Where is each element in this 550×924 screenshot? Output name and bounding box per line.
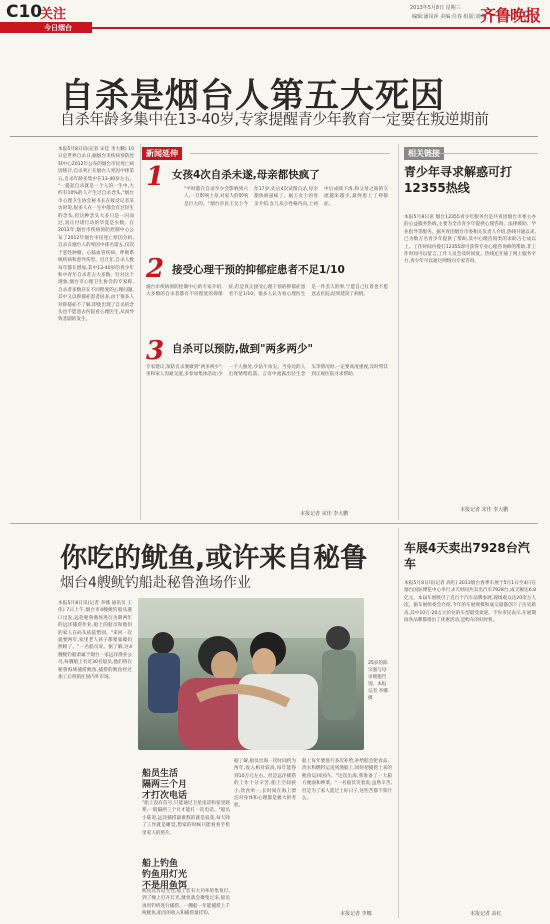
story1-headline: 自杀是烟台人第五大死因: [60, 76, 445, 116]
sidebar2-byline: 本报记者 高红: [470, 911, 502, 917]
sidebar1-headline: 青少年寻求解惑可打12355热线: [404, 165, 513, 195]
sub-section-bar: [0, 22, 92, 33]
sidebar1-label: 相关链接: [404, 147, 444, 160]
editors-line: 编辑:潘凤萍 美编:任春 组版:刘燕: [412, 14, 486, 20]
sub-section-label: 今日烟台: [44, 24, 72, 32]
date-line: 2013年5月8日 星期三: [410, 5, 461, 11]
story2-col1: 本报5月8日讯(记者 李娜 通讯员 王伟) 7日上午,烟台市4艘鱿钓船从港口出发,远赴秘鲁渔场进行为期两年的远洋捕捞作业,船上的船员和他们的家人在码头依依惜别。"来回一次就要两年,家里老人孩子都要靠媳妇照顾了。"一名船员说。据了解,这4艘鱿钓船隶属于烟台一家远洋渔业公司,每艘船上有近30名船员,他们将在秘鲁海域捕捞鱿鱼,捕捞的鱿鱼经过加工后将销往国内外市场。: [58, 601, 132, 681]
farewell-photo: [138, 598, 364, 750]
subhead-2: 接受心理干预的抑郁症患者不足1/10: [172, 264, 345, 276]
small-title-fishing: [142, 848, 230, 892]
red-top-line: [92, 27, 550, 29]
small-title-crew-life: [142, 758, 230, 802]
subhead-number-3: 3: [146, 336, 165, 366]
story1-col1: [58, 146, 134, 518]
story2-col-right: 船上每年要进行多次补给,补给船会把食品、淡水和燃料运送到渔船上,同时把捕捞上来的鱿鱼运回国内。"这次出海,我准备了一大箱方便面和榨菜。"一名船员笑着说,虽然辛苦,但是为了家人能过上好日子,这些苦都不算什么。: [302, 759, 392, 802]
sub3-signature: 本报记者 宋佳 李大鹏: [300, 511, 349, 517]
story2-deck: 烟台4艘鱿钓船赴秘鲁渔场作业: [60, 575, 251, 591]
photo-caption: 25岁的陈宗强与母亲拥抱告别。本报记者 李娜 摄: [368, 661, 388, 701]
sidebar1-byline: 本报记者 宋佳 李大鹏: [460, 507, 509, 513]
story1-byline: 本报5月8日讯(记者 宋佳 李大鹏) 10日是世界自杀日,据烟台市疾病预防控制中心2012年公布的烟台市民死亡病因统计,自杀死亡在烟台人死因中排第五,自杀年龄多集中在13-40岁左右。: [58, 147, 134, 182]
subhead-number-2: 2: [146, 254, 165, 284]
story2-headline: 你吃的鱿鱼,或许来自秘鲁: [60, 543, 368, 574]
divider: [190, 153, 390, 154]
divider: [398, 144, 399, 520]
small-title-1-text: 船员生活 隔两三个月 才打次电话: [142, 769, 188, 801]
story1-body1: "一提起自杀就是一个人的一生中,大约有10%的人产生过自杀念头,"烟台市心理卫生协会秘书长在接受记者采访时说,很多人在一生中都会有过轻生的念头,但这种念头大多只是一闪而过,真正付诸行动的毕竟是少数。在2012年,烟台市疾病预防控制中心公布了2012年烟台市民死亡原因分析,自杀在烟台人的死因中排名第五,仅次于恶性肿瘤、心脑血管疾病、呼吸系统疾病和意外伤害。近几年,自杀人数每年都在增加,其中13-40岁的青少年和中青年自杀者占大多数。针对这个现象,烟台市心理卫生协会的专家称,自杀者多数存在不同程度的心理问题,其中又以抑郁症患者居多,由于很多人对抑郁症不了解,即使出现了自杀的念头也不愿意去医院看心理医生,从而导致悲剧的发生。: [58, 184, 134, 323]
story1-deck: 自杀年龄多集中在13-40岁,专家提醒青少年教育一定要在叛逆期前: [60, 110, 489, 128]
small-body-fishing: 鱿鱼具有趋光性,船上装有大功率的集鱼灯,到了晚上打开灯光,鱿鱼就会聚集过来,船员再用钓机进行捕捞。一艘船一年能捕捞上千吨鱿鱼,船员的收入和捕捞量挂钩。: [142, 889, 230, 917]
brand-logo: 齐鲁晚报: [480, 6, 541, 25]
small-title-2-text: 船上钓鱼 钓鱼用灯光 不是用鱼饵: [142, 859, 188, 891]
sidebar1-body: 本报5月8日讯 烟台12355青少年服务台是共青团烟台市委主办的公益服务热线,主要为全市青少年提供心理咨询、法律援助、学业指导等服务。据共青团烟台市委相关负责人介绍,热线开通以来,已为数万名青少年提供了帮助,其中心理咨询类的求助占七成以上。工作时间内拨打12355即可获得专业心理咨询师的帮助,非工作时间可以留言,工作人员会及时回复。热线还开通了网上服务平台,青少年可以通过网络向专家咨询。: [404, 215, 536, 265]
story2-byline: 本报记者 李娜: [340, 911, 372, 917]
section-title: 关注: [40, 7, 67, 22]
masthead: [0, 0, 550, 34]
divider: [398, 528, 399, 918]
subhead-number-1: 1: [146, 162, 165, 192]
sub2-body: 烟台市疾病预防控制中心的专家介绍,大多数的自杀者都有不同程度的抑郁症,但是真正接受心理干预的抑郁症患者不足1/10。很多人认为看心理医生是一件丢人的事,宁愿自己扛着也不愿意去医院,结果延误了病情。: [146, 285, 388, 298]
subhead-3: 自杀可以预防,做到"两多两少": [172, 343, 313, 355]
page-code: C10: [6, 2, 43, 22]
small-body-crew-life: "船上没有信号,只能通过卫星电话和家里联系,一般隔两三个月才能打一次电话。"船员小陈说,远洋捕捞最难熬的就是寂寞,每天除了工作就是睡觉,想家的时候只能看看手机里家人的照片。: [142, 801, 230, 836]
divider: [440, 153, 538, 154]
divider: [10, 136, 538, 137]
sub3-body: 专家建议,预防自杀要做到"两多两少":多和家人沟通交流,多参加集体活动;少一个人独处,少钻牛角尖。当身边的人出现情绪低落、言语中流露出轻生念头等情况时,一定要高度重视,及时带其到正规医院寻求帮助。: [146, 365, 388, 378]
divider: [10, 523, 538, 524]
subhead-1: 女孩4次自杀未遂,母亲都快疯了: [172, 169, 320, 181]
sidebar2-body: 本报5月8日讯(记者 高红) 2013烟台春季车展于5月1日至4日在烟台国际博览中心举行,4天时间共卖出汽车7928台,成交额达6.8亿元。本届车展吸引了近百个汽车品牌参展,现场观众达20余万人次。据车展组委会介绍,今年的车展规模和成交量都创下了历史新高,其中10万-20万元价位的车型最受欢迎。不少市民表示,车展期间各品牌都推出了优惠活动,是购车的好时机。: [404, 581, 536, 624]
sub1-body: "平时都在自杀至少会影响到六人,一旦影响上身,对家人的影响是巨大的。"烟台市民王女士今年17岁,先后4次试图自杀,母亲都快被逼疯了。据王女士的母亲介绍,女儿从小性格内向,上初中后成绩下滑,和父母之间的交流越来越少,最终患上了抑郁症。: [184, 187, 388, 207]
box-label: 新闻延伸: [142, 147, 182, 160]
sidebar2-headline: 车展4天卖出7928台汽车: [404, 541, 530, 571]
story2-col-mid: 据了解,船员出海一次时间约为两年,收入相对较高,每年能挣到10万元左右。但是远洋捕捞的工作十分辛苦,船上空间狭小,饮食单一,长时间在海上漂泊对身体和心理都是极大的考验。: [234, 759, 296, 809]
